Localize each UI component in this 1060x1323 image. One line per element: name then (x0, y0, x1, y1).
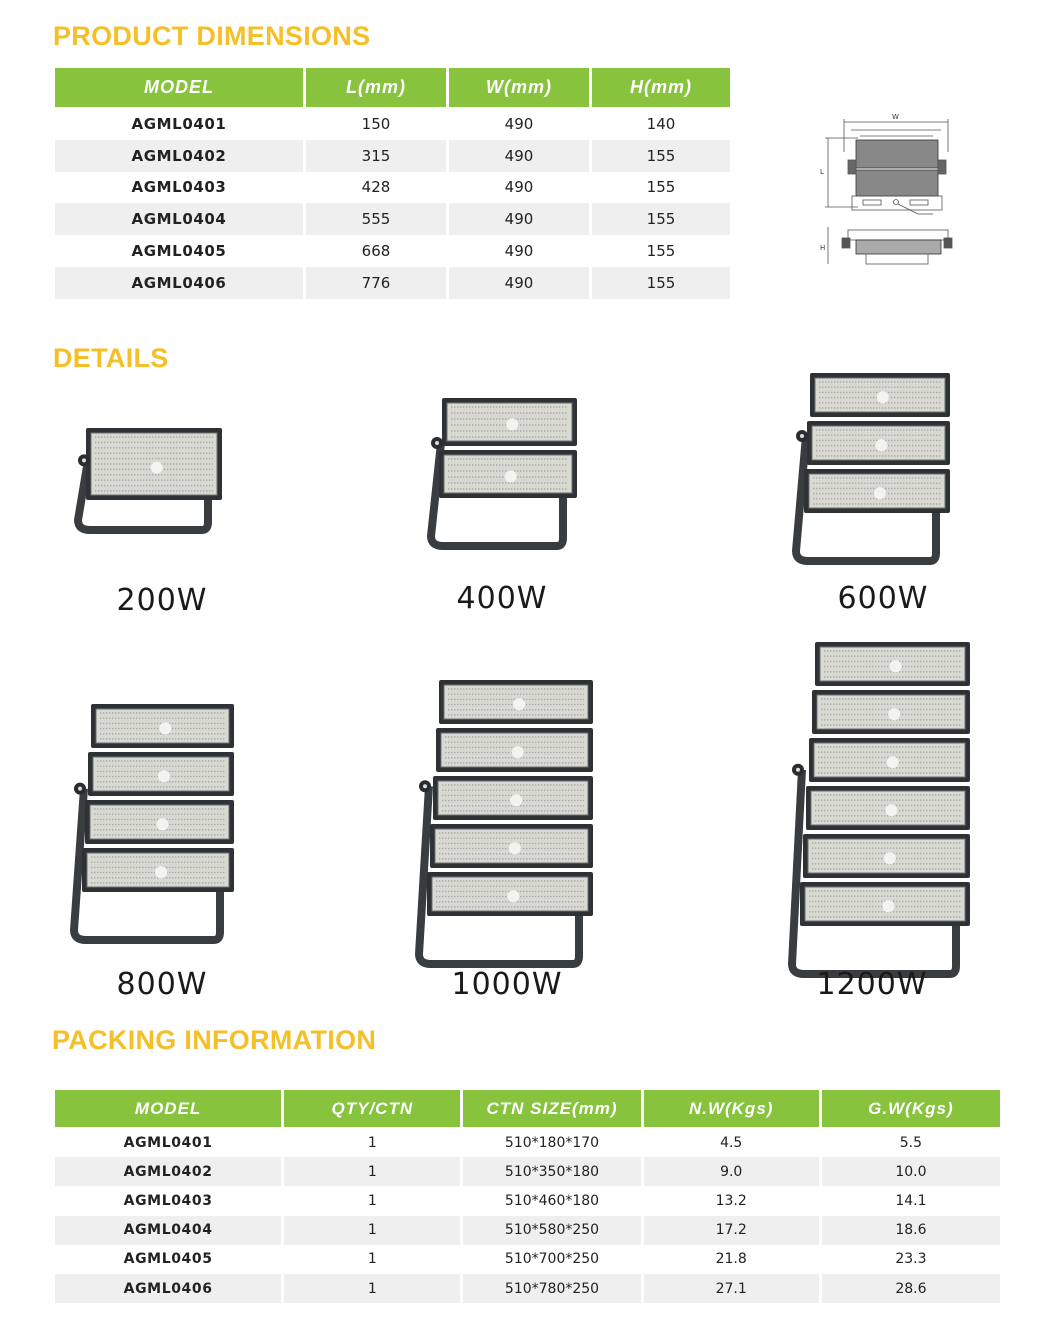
model-cell: AGML0406 (55, 1274, 281, 1303)
value-cell: 1 (367, 1251, 377, 1268)
value-cell: 510*580*250 (463, 1216, 640, 1245)
value-cell: 428 (361, 178, 391, 197)
col-header-length: L(mm) (306, 68, 446, 108)
value-cell: 155 (592, 203, 730, 235)
value-cell: 14.1 (895, 1192, 927, 1209)
floodlight-200w-image (72, 428, 232, 536)
value-cell: 9.0 (644, 1157, 819, 1186)
value-cell: 17.2 (644, 1216, 819, 1245)
value-cell: 155 (646, 242, 676, 261)
value-cell: 776 (306, 267, 446, 299)
section-title-packing: PACKING INFORMATION (52, 1025, 377, 1055)
value-cell: 490 (504, 178, 534, 197)
floodlight-1200w-image (786, 642, 980, 980)
model-cell: AGML0403 (131, 178, 227, 197)
model-cell: AGML0401 (131, 114, 227, 133)
wattage-label-1000w: 1000W (451, 967, 563, 1002)
section-title-dimensions: PRODUCT DIMENSIONS (53, 21, 371, 51)
model-cell: AGML0404 (55, 203, 303, 235)
col-header-gross-weight: G.W(Kgs) (822, 1090, 1000, 1128)
floodlight-400w-image (425, 398, 587, 552)
col-header-net-weight: N.W(Kgs) (644, 1090, 819, 1128)
value-cell: 10.0 (822, 1157, 1000, 1186)
value-cell: 150 (361, 114, 391, 133)
model-cell: AGML0405 (123, 1251, 213, 1268)
table-row (55, 1274, 1000, 1303)
floodlight-600w-image (790, 373, 960, 567)
value-cell: 23.3 (895, 1251, 927, 1268)
svg-text:L: L (820, 168, 824, 176)
table-row (55, 267, 730, 299)
packing-table (52, 1090, 1003, 1303)
value-cell: 668 (361, 242, 391, 261)
value-cell: 1 (367, 1134, 377, 1151)
value-cell: 315 (306, 140, 446, 172)
col-header-ctn-size: CTN SIZE(mm) (463, 1090, 640, 1128)
table-header-row (55, 68, 730, 108)
section-title-details: DETAILS (53, 343, 169, 373)
dimensions-table (52, 68, 733, 299)
value-cell: 490 (504, 114, 534, 133)
value-cell: 490 (449, 267, 589, 299)
table-row (55, 1245, 1000, 1274)
dimension-drawing (818, 112, 976, 272)
value-cell: 510*780*250 (463, 1274, 640, 1303)
wattage-label-200w: 200W (116, 583, 208, 618)
value-cell: 510*180*170 (504, 1134, 600, 1151)
value-cell: 1 (284, 1274, 460, 1303)
model-cell: AGML0402 (55, 140, 303, 172)
table-header-row (55, 1090, 1000, 1128)
floodlight-800w-image (68, 704, 244, 946)
table-row (55, 1216, 1000, 1245)
wattage-label-800w: 800W (116, 967, 208, 1002)
value-cell: 5.5 (899, 1134, 923, 1151)
floodlight-1000w-image (413, 680, 603, 970)
table-row (55, 108, 730, 140)
table-row (55, 1186, 1000, 1215)
value-cell: 155 (592, 140, 730, 172)
model-cell: AGML0401 (123, 1134, 213, 1151)
col-header-height: H(mm) (592, 68, 730, 108)
wattage-label-1200w: 1200W (816, 967, 928, 1002)
svg-text:H: H (820, 244, 826, 252)
table-row (55, 1157, 1000, 1186)
value-cell: 1 (284, 1157, 460, 1186)
table-row (55, 1128, 1000, 1157)
value-cell: 555 (306, 203, 446, 235)
value-cell: 510*700*250 (504, 1251, 600, 1268)
value-cell: 1 (284, 1216, 460, 1245)
table-row (55, 203, 730, 235)
value-cell: 155 (592, 267, 730, 299)
col-header-qty: QTY/CTN (284, 1090, 460, 1128)
col-header-width: W(mm) (449, 68, 589, 108)
value-cell: 4.5 (720, 1134, 743, 1151)
model-cell: AGML0402 (55, 1157, 281, 1186)
value-cell: 21.8 (715, 1251, 747, 1268)
table-row (55, 235, 730, 267)
model-cell: AGML0406 (55, 267, 303, 299)
value-cell: 490 (449, 140, 589, 172)
value-cell: 18.6 (822, 1216, 1000, 1245)
value-cell: 13.2 (715, 1192, 747, 1209)
value-cell: 140 (646, 114, 676, 133)
value-cell: 510*460*180 (504, 1192, 600, 1209)
value-cell: 490 (449, 203, 589, 235)
model-cell: AGML0404 (55, 1216, 281, 1245)
value-cell: 155 (646, 178, 676, 197)
value-cell: 27.1 (644, 1274, 819, 1303)
table-row (55, 172, 730, 204)
value-cell: 1 (367, 1192, 377, 1209)
svg-text:W: W (892, 113, 899, 121)
model-cell: AGML0405 (131, 242, 227, 261)
wattage-label-600w: 600W (837, 581, 929, 616)
col-header-model: MODEL (55, 68, 303, 108)
value-cell: 510*350*180 (463, 1157, 640, 1186)
col-header-model: MODEL (55, 1090, 281, 1128)
wattage-label-400w: 400W (456, 581, 548, 616)
model-cell: AGML0403 (123, 1192, 213, 1209)
value-cell: 490 (504, 242, 534, 261)
table-row (55, 140, 730, 172)
value-cell: 28.6 (822, 1274, 1000, 1303)
